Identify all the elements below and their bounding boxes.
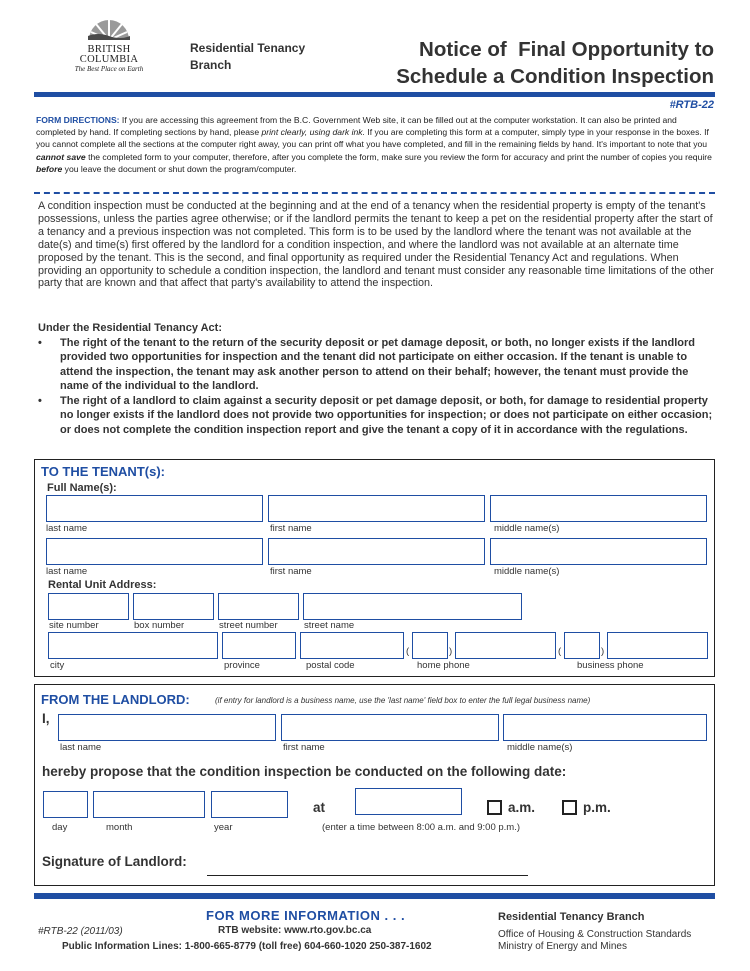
landlord-middle-name-label: middle name(s): [507, 742, 573, 753]
am-label: a.m.: [508, 800, 536, 815]
full-names-label: Full Name(s):: [47, 482, 117, 494]
landlord-first-name-label: first name: [283, 742, 325, 753]
pm-label: p.m.: [583, 800, 611, 815]
business-phone-paren-open: (: [558, 646, 562, 657]
tenant2-last-name-input[interactable]: [46, 538, 263, 565]
home-phone-input[interactable]: [455, 632, 556, 659]
bullet: •: [38, 394, 42, 407]
title-line-2: Schedule a Condition Inspection: [396, 65, 714, 88]
business-phone-area-code-input[interactable]: [564, 632, 600, 659]
directions-text-d: you leave the document or shut down the program/computer.: [62, 163, 297, 174]
bottom-divider: [34, 893, 715, 899]
branch-line-2: Branch: [190, 58, 232, 72]
act-section: [38, 321, 714, 437]
logo-tagline: The Best Place on Earth: [74, 65, 144, 73]
dashed-divider-top: [34, 192, 715, 194]
tenant2-last-name-label: last name: [46, 566, 88, 577]
home-phone-paren-open: (: [406, 646, 410, 657]
branch-line-1: Residential Tenancy: [190, 41, 306, 55]
am-checkbox[interactable]: [487, 800, 502, 815]
tenant1-first-name-input[interactable]: [268, 495, 485, 522]
signature-line[interactable]: [207, 875, 528, 876]
bullet: •: [38, 336, 42, 349]
tenant1-middle-name-input[interactable]: [490, 495, 707, 522]
signature-label: Signature of Landlord:: [42, 854, 187, 869]
tenant1-first-name-label: first name: [270, 523, 312, 534]
street-number-input[interactable]: [218, 593, 299, 620]
top-divider: [34, 92, 715, 97]
tenant1-last-name-input[interactable]: [46, 495, 263, 522]
directions-em-1: print clearly, using dark ink.: [261, 127, 365, 138]
form-reference: #RTB-22 (2011/03): [38, 926, 123, 937]
act-list: [38, 336, 714, 438]
time-hint: (enter a time between 8:00 a.m. and 9:00 p.m.): [322, 822, 521, 833]
footer-org-name: Residential Tenancy Branch: [498, 911, 645, 923]
sun-logo-icon: [84, 12, 134, 40]
propose-text: hereby propose that the condition inspection be conducted on the following date:: [42, 764, 567, 779]
day-input[interactable]: [43, 791, 88, 818]
form-directions: [36, 114, 716, 175]
home-phone-label: home phone: [417, 660, 470, 671]
bc-logo: [64, 12, 154, 82]
act-item-text: The right of a landlord to claim against a security deposit or pet damage deposit, or both, for damage to residential property no longer exists if the landlord does not provide two opportunities for inspection; or does not participate on either occasion; or does not complete the condition inspection report and give the tenant a copy of it in accordance with the regulations.: [60, 394, 713, 436]
tenant2-first-name-label: first name: [270, 566, 312, 577]
business-phone-label: business phone: [577, 660, 644, 671]
directions-text-b: If you are completing this form at a computer, simply type in your response in the boxes. If you cannot complete all the sections at the computer right away, you can print off what you have completed, and fill in the remaining fields by hand. It's important to note that you: [36, 127, 709, 150]
landlord-first-name-input[interactable]: [281, 714, 499, 741]
intro-paragraph: A condition inspection must be conducted at the beginning and at the end of a tenancy when the residential property is empty of the tenant's possessions, unless the parties agree otherwise; or if the landlord permits the tenant to keep a pet on the residential property after the start of a tenancy and a previous inspection was not completed. This form is to be used by the landlord where the tenant was not available at the date(s) and time(s) first offered by the landlord for a condition inspection, and where the landlord was not available at an alternate time proposed by the tenant. This is the second, and final opportunity as required under the Residential Tenancy Act and regulations. When providing an opportunity to schedule a condition inspection, the landlord and tenant must consider any reasonable time limitations of the other party that are known and that affect that party's availability to attend the inspection.: [38, 200, 714, 290]
city-label: city: [50, 660, 65, 671]
directions-em-2: cannot save: [36, 151, 86, 162]
tenant1-last-name-label: last name: [46, 523, 88, 534]
landlord-last-name-input[interactable]: [58, 714, 276, 741]
footer-office: Office of Housing & Construction Standards: [498, 929, 692, 940]
business-phone-paren-close: ): [601, 646, 605, 657]
at-label: at: [313, 800, 326, 815]
province-label: province: [224, 660, 260, 671]
year-input[interactable]: [211, 791, 288, 818]
act-item-text: The right of the tenant to the return of the security deposit or pet damage deposit, or both, no longer exists if the landlord provided two opportunities for inspection and the tenant did not participate on either occasion. If the tenant is unable to attend the inspection, the tenant may ask another person to attend on their behalf; however, the tenant must provide the name of the individual to the landlord.: [60, 336, 695, 392]
street-name-label: street name: [304, 620, 355, 631]
box-number-label: box number: [134, 620, 185, 631]
postal-code-input[interactable]: [300, 632, 404, 659]
year-label: year: [214, 822, 233, 833]
rtb-website: RTB website: www.rto.gov.bc.ca: [218, 925, 372, 936]
tenant2-first-name-input[interactable]: [268, 538, 485, 565]
home-phone-area-code-input[interactable]: [412, 632, 448, 659]
street-number-label: street number: [219, 620, 278, 631]
act-item: [38, 336, 714, 394]
tenant2-middle-name-label: middle name(s): [494, 566, 560, 577]
pm-checkbox[interactable]: [562, 800, 577, 815]
directions-text-c: the completed form to your computer, therefore, after you complete the form, make sure you review the form for accuracy and print the number of copies you require: [85, 151, 712, 162]
site-number-label: site number: [49, 620, 99, 631]
province-input[interactable]: [222, 632, 296, 659]
page-title: [396, 36, 714, 90]
month-input[interactable]: [93, 791, 205, 818]
tenant2-middle-name-input[interactable]: [490, 538, 707, 565]
business-phone-input[interactable]: [607, 632, 708, 659]
city-input[interactable]: [48, 632, 218, 659]
day-label: day: [52, 822, 68, 833]
box-number-input[interactable]: [133, 593, 214, 620]
directions-text-a: If you are accessing this agreement from the B.C. Government Web site, it can be filled out at the computer workstation. It can also be printed and completed by hand. If completing sections by hand, please: [36, 115, 677, 138]
tenant-heading: TO THE TENANT(s):: [41, 464, 165, 479]
more-info-heading: FOR MORE INFORMATION . . .: [206, 908, 406, 923]
landlord-middle-name-input[interactable]: [503, 714, 707, 741]
landlord-i-label: I,: [42, 711, 50, 726]
directions-em-3: before: [36, 163, 63, 174]
time-input[interactable]: [355, 788, 462, 815]
logo-text-columbia: COLUMBIA: [79, 54, 139, 65]
act-item: [38, 394, 714, 438]
title-line-1: Notice of Final Opportunity to: [419, 38, 714, 61]
footer-ministry: Ministry of Energy and Mines: [498, 941, 627, 952]
month-label: month: [106, 822, 133, 833]
logo-text-british: BRITISH: [87, 44, 131, 55]
postal-code-label: postal code: [306, 660, 355, 671]
form-code: #RTB-22: [669, 99, 714, 111]
rental-address-label: Rental Unit Address:: [48, 579, 157, 591]
landlord-note: (if entry for landlord is a business name, use the 'last name' field box to enter the full legal business name): [215, 696, 591, 705]
branch-name: [190, 40, 305, 74]
landlord-last-name-label: last name: [60, 742, 102, 753]
landlord-heading: FROM THE LANDLORD:: [41, 692, 190, 707]
info-lines: Public Information Lines: 1-800-665-8779 (toll free) 604-660-1020 250-387-1602: [62, 941, 432, 952]
site-number-input[interactable]: [48, 593, 129, 620]
tenant1-middle-name-label: middle name(s): [494, 523, 560, 534]
act-heading: Under the Residential Tenancy Act:: [38, 322, 222, 334]
street-name-input[interactable]: [303, 593, 522, 620]
home-phone-paren-close: ): [449, 646, 453, 657]
directions-label: FORM DIRECTIONS:: [36, 115, 120, 125]
